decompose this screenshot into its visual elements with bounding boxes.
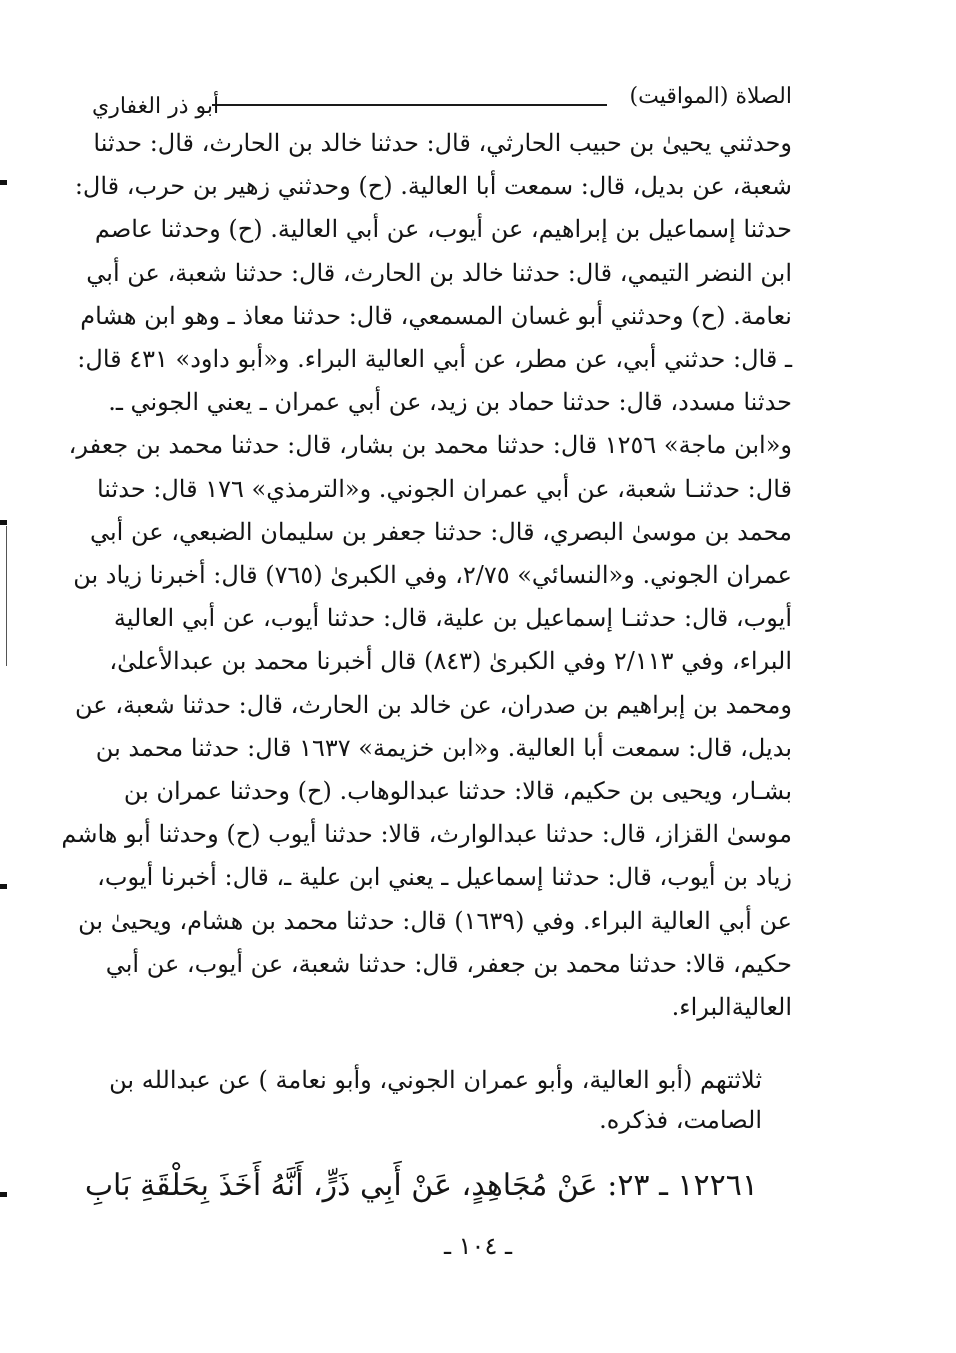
scan-edge-mark xyxy=(0,520,7,525)
text-line: ومحمد بن إبراهيم بن صدران، عن خالد بن الحارث، قال: حدثنا شعبة، عن xyxy=(74,690,792,719)
running-header xyxy=(92,84,792,120)
text-line: وحدثني يحيىٰ بن حبيب الحارثي، قال: حدثنا خالد بن الحارث، قال: حدثنا xyxy=(93,129,792,157)
summary-line: الصامت، فذكره. xyxy=(599,1106,762,1134)
text-line: نعامة. (ح) وحدثني أبو غسان المسمعي، قال: حدثنا معاذ ـ وهو ابن هشام xyxy=(80,301,792,330)
text-line: حدثنا مسدد، قال: حدثنا حماد بن زيد، عن أبي عمران ـ يعني الجوني ـ. xyxy=(108,388,792,417)
scan-edge-mark xyxy=(0,180,7,185)
text-line: زياد بن أيوب، قال: حدثنا إسماعيل ـ يعني ابن علية ـ، قال: أخبرنا أيوب، xyxy=(97,863,792,892)
text-line: حكيم، قالا: حدثنا محمد بن جعفر، قال: حدثنا شعبة، عن أيوب، عن أبي xyxy=(105,949,792,978)
text-line: البراء، وفي ٢/١١٣ وفي الكبرىٰ (٨٤٣) قال أخبرنا محمد بن عبدالأعلىٰ، xyxy=(109,647,792,676)
text-line: و«ابن ماجة» ١٢٥٦ قال: حدثنا محمد بن بشار، قال: حدثنا محمد بن جعفر، xyxy=(68,431,792,460)
summary-paragraph xyxy=(109,1060,762,1140)
text-line: شعبة، عن بديل، قال: سمعت أبا العالية. (ح) وحدثني زهير بن حرب، قال: xyxy=(74,172,792,201)
text-line: ـ قال: حدثني أبي، عن مطر، عن أبي العالية البراء. و«أبو داود» ٤٣١ قال: xyxy=(77,345,792,374)
narrator-name: أبو ذر الغفاري xyxy=(92,94,220,119)
text-line: عمران الجوني. و«النسائي» ٢/٧٥، وفي الكبرىٰ (٧٦٥) قال: أخبرنا زياد بن xyxy=(73,561,792,590)
hadith-chain-text xyxy=(61,122,792,1029)
text-line: حدثنا إسماعيل بن إبراهيم، عن أيوب، عن أبي العالية. (ح) وحدثنا عاصم xyxy=(94,215,792,244)
text-line: محمد بن موسىٰ البصري، قال: حدثنا جعفر بن سليمان الضبعي، عن أبي xyxy=(90,517,792,546)
text-line: أيوب، قال: حدثنـا إسماعيل بن علية، قال: حدثنا أيوب، عن أبي العالية xyxy=(113,604,792,633)
scan-edge-mark xyxy=(0,884,7,889)
hadith-heading: ١٢٢٦١ ـ ٢٣: عَنْ مُجَاهِدٍ، عَنْ أَبِي ذَرٍّ، أَنَّهُ أَخَذَ بِحَلْقَةِ بَابِ xyxy=(84,1168,758,1203)
page-number: ـ ١٠٤ ـ xyxy=(443,1232,512,1260)
chapter-title: الصلاة (المواقيت) xyxy=(629,84,792,109)
scan-edge-line xyxy=(6,526,7,666)
text-line: ابن النضر التيمي، قال: حدثنا خالد بن الحارث، قال: حدثنا شعبة، عن أبي xyxy=(86,258,792,287)
header-rule xyxy=(212,104,607,106)
text-line: موسىٰ القزاز، قال: حدثنا عبدالوارث، قالا: حدثنا أيوب (ح) وحدثنا أبو هاشم xyxy=(61,820,792,849)
text-line: بشـار، ويحيى بن حكيم، قالا: حدثنا عبدالوهاب. (ح) وحدثنا عمران بن xyxy=(123,777,792,806)
text-line: بديل، قال: سمعت أبا العالية. و«ابن خزيمة» ١٦٣٧ قال: حدثنا محمد بن xyxy=(95,733,792,762)
text-line: عن أبي العالية البراء. وفي (١٦٣٩) قال: حدثنا محمد بن هشام، ويحيىٰ بن xyxy=(78,906,792,935)
summary-line: ثلاثتهم (أبو العالية، وأبو عمران الجوني، وأبو نعامة ) عن عبدالله بن xyxy=(109,1066,762,1094)
scan-edge-mark xyxy=(0,1192,7,1197)
text-line: قال: حدثنـا شعبة، عن أبي عمران الجوني. و«الترمذي» ١٧٦ قال: حدثنا xyxy=(96,474,792,503)
text-line: العاليةالبراء. xyxy=(671,993,792,1022)
